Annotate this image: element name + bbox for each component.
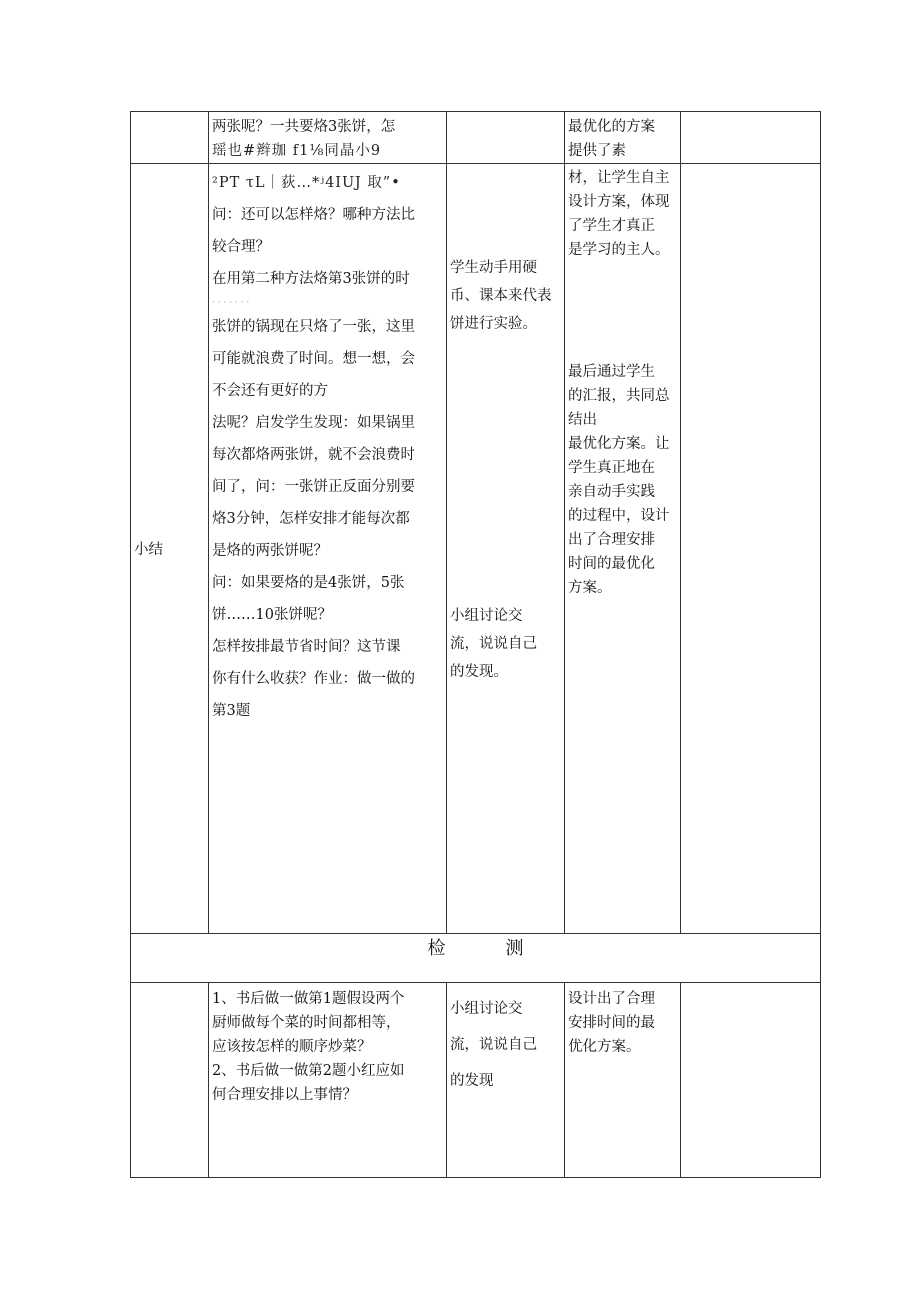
- teacher-activity-cell: [209, 112, 447, 164]
- stage-cell-summary: [131, 164, 209, 934]
- text-line: 每次都烙两张饼，就不会浪费时: [212, 447, 415, 463]
- section-title: 检测: [427, 938, 584, 959]
- text-line: 张饼的锅现在只烙了一张，这里: [212, 319, 415, 335]
- design-intent-cell: [565, 112, 681, 164]
- text-line: 是烙的两张饼呢？: [212, 543, 328, 559]
- notes-cell: [681, 983, 821, 1178]
- student-activity-cell: [447, 983, 565, 1178]
- table-row-summary: [131, 164, 821, 934]
- teacher-activity-cell: [209, 983, 447, 1178]
- text-line: 了学生才真正: [568, 218, 655, 234]
- text-line: 设计方案，体现: [568, 194, 670, 210]
- stage-cell-empty: [131, 112, 209, 164]
- student-activity-cell: [447, 164, 565, 934]
- text-line: 在用第二种方法烙第3张饼的时: [212, 271, 410, 287]
- text-line: 你有什么收获？作业：做一做的: [212, 671, 415, 687]
- table-row-test: [131, 983, 821, 1178]
- text-line: 优化方案。: [568, 1039, 641, 1055]
- text-line: 小组讨论交: [450, 608, 523, 624]
- text-line: 方案。: [568, 580, 612, 596]
- text-line: 烙3分钟，怎样安排才能每次都: [212, 511, 410, 527]
- text-line: 小组讨论交: [450, 1001, 523, 1017]
- text-line: ²PT τL｜荻…*ʲ4IUJ 取”•: [212, 175, 401, 191]
- text-line: 的发现: [450, 1073, 494, 1089]
- notes-cell: [681, 112, 821, 164]
- text-line: · · · · · · ·: [212, 298, 250, 308]
- text-line: 学生真正地在: [568, 460, 655, 476]
- stage-label: 小结: [134, 542, 163, 558]
- text-line: 材，让学生自主: [568, 170, 670, 186]
- text-line: 饼……10张饼呢？: [212, 607, 332, 623]
- text-line: 不会还有更好的方: [212, 383, 328, 399]
- lesson-plan-table: [130, 111, 821, 1178]
- text-line: 是学习的主人。: [568, 242, 670, 258]
- text-line: 厨师做每个菜的时间都相等，: [212, 1015, 401, 1031]
- text-line: 设计出了合理: [568, 991, 655, 1007]
- table-row-continuation: [131, 112, 821, 164]
- text-line: 安排时间的最: [568, 1015, 655, 1031]
- text-line: 2、书后做一做第2题小红应如: [212, 1063, 405, 1079]
- text-line: 提供了素: [568, 143, 626, 159]
- text-line: 瑶也#辫珈 f1⅛同晶小9: [212, 143, 382, 159]
- text-line: 流，说说自己: [450, 636, 537, 652]
- section-title-cell: [131, 934, 821, 983]
- text-line: 最优化的方案: [568, 119, 655, 135]
- text-line: 流，说说自己: [450, 1037, 537, 1053]
- text-line: 出了合理安排: [568, 532, 655, 548]
- text-line: 学生动手用硬: [450, 260, 537, 276]
- student-activity-cell: [447, 112, 565, 164]
- text-line: 的发现。: [450, 664, 508, 680]
- text-line: 饼进行实验。: [450, 316, 537, 332]
- section-header-row: [131, 934, 821, 983]
- notes-cell: [681, 164, 821, 934]
- text-line: 最优化方案。让: [568, 436, 670, 452]
- design-intent-cell: [565, 164, 681, 934]
- text-line: 结出: [568, 412, 597, 428]
- text-line: 币、课本来代表: [450, 288, 552, 304]
- text-line: 时间的最优化: [568, 556, 655, 572]
- text-line: 何合理安排以上事情？: [212, 1087, 357, 1103]
- text-line: 问：还可以怎样烙？哪种方法比: [212, 207, 415, 223]
- text-line: 的汇报，共同总: [568, 388, 670, 404]
- text-line: 问：如果要烙的是4张饼，5张: [212, 575, 405, 591]
- design-intent-cell: [565, 983, 681, 1178]
- teacher-activity-cell: [209, 164, 447, 934]
- text-line: 法呢？启发学生发现：如果锅里: [212, 415, 415, 431]
- text-line: 间了，问：一张饼正反面分别要: [212, 479, 415, 495]
- text-line: 较合理？: [212, 239, 270, 255]
- text-line: 可能就浪费了时间。想一想，会: [212, 351, 415, 367]
- stage-cell-empty: [131, 983, 209, 1178]
- text-line: 最后通过学生: [568, 364, 655, 380]
- text-line: 应该按怎样的顺序炒菜？: [212, 1039, 372, 1055]
- text-line: 第3题: [212, 703, 251, 719]
- text-line: 两张呢？一共要烙3张饼，怎: [212, 119, 396, 135]
- text-line: 怎样按排最节省时间？这节课: [212, 639, 401, 655]
- text-line: 的过程中，设计: [568, 508, 670, 524]
- text-line: 亲自动手实践: [568, 484, 655, 500]
- text-line: 1、书后做一做第1题假设两个: [212, 991, 405, 1007]
